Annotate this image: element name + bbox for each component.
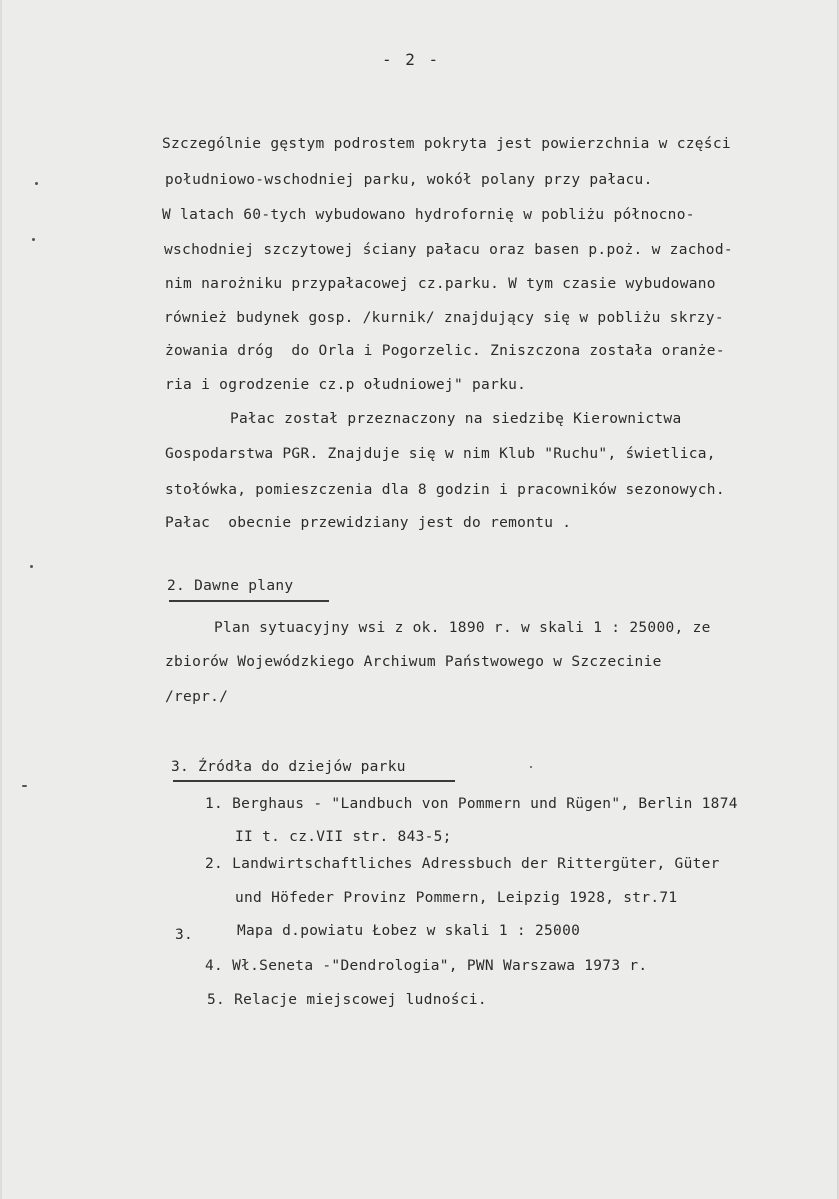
list-item-number: 3.: [175, 927, 194, 943]
margin-speck: [35, 182, 38, 185]
margin-speck: [22, 785, 27, 787]
page-number: - 2 -: [382, 50, 441, 69]
list-item: 4. Wł.Seneta -"Dendrologia", PWN Warszawa 1973 r.: [205, 958, 648, 974]
list-item: 5. Relacje miejscowej ludności.: [207, 992, 487, 1008]
body-line: południowo-wschodniej parku, wokół polany przy pałacu.: [165, 172, 653, 188]
margin-speck: [32, 238, 35, 241]
body-line: W latach 60-tych wybudowano hydrofornię w pobliżu północno-: [162, 207, 695, 223]
body-line: Pałac został przeznaczony na siedzibę Kierownictwa: [230, 411, 682, 427]
body-line: Pałac obecnie przewidziany jest do remontu .: [165, 515, 572, 531]
body-line: żowania dróg do Orla i Pogorzelic. Zniszczona została oranże-: [165, 343, 725, 359]
list-item-continuation: II t. cz.VII str. 843-5;: [235, 829, 452, 845]
section-line: /repr./: [165, 689, 229, 705]
body-line: również budynek gosp. /kurnik/ znajdujący się w pobliżu skrzy-: [164, 310, 724, 326]
heading-underline: [169, 600, 329, 602]
section-line: zbiorów Wojewódzkiego Archiwum Państwowego w Szczecinie: [165, 654, 662, 670]
body-line: stołówka, pomieszczenia dla 8 godzin i pracowników sezonowych.: [165, 482, 725, 498]
margin-speck: [530, 766, 532, 768]
body-line: Szczególnie gęstym podrostem pokryta jest powierzchnia w części: [162, 136, 731, 152]
body-line: wschodniej szczytowej ściany pałacu oraz basen p.poż. w zachod-: [164, 242, 733, 258]
section-heading: 3. Źródła do dziejów parku: [171, 759, 406, 775]
section-heading: 2. Dawne plany: [167, 578, 294, 594]
body-line: Gospodarstwa PGR. Znajduje się w nim Klub "Ruchu", świetlica,: [165, 446, 716, 462]
list-item: 1. Berghaus - "Landbuch von Pommern und Rügen", Berlin 1874: [205, 796, 738, 812]
body-line: nim narożniku przypałacowej cz.parku. W tym czasie wybudowano: [165, 276, 716, 292]
list-item: Mapa d.powiatu Łobez w skali 1 : 25000: [237, 923, 581, 939]
margin-speck: [30, 565, 33, 568]
body-line: ria i ogrodzenie cz.p ołudniowej" parku.: [165, 377, 527, 393]
list-item: 2. Landwirtschaftliches Adressbuch der Rittergüter, Güter: [205, 856, 720, 872]
section-line: Plan sytuacyjny wsi z ok. 1890 r. w skali 1 : 25000, ze: [214, 620, 711, 636]
list-item-continuation: und Höfeder Provinz Pommern, Leipzig 1928, str.71: [235, 890, 678, 906]
heading-underline: [173, 780, 455, 782]
